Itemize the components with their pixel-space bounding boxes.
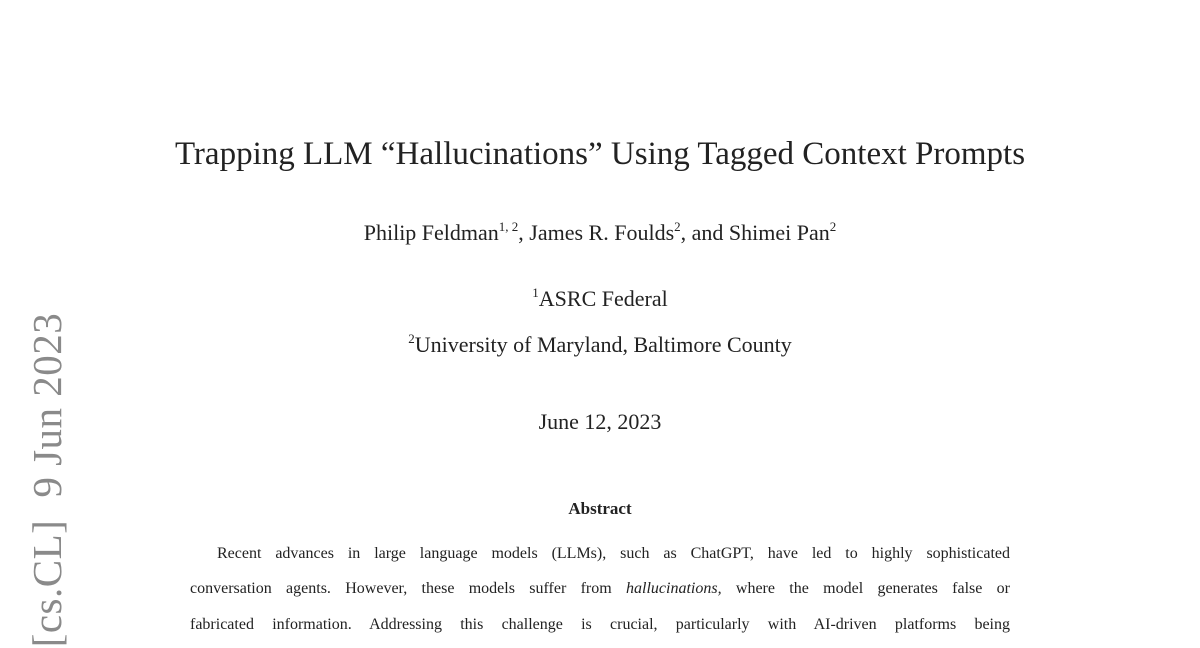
author-affiliation-marker: 1, 2 (498, 219, 519, 234)
author-name: Philip Feldman (363, 220, 499, 245)
author-separator: , (518, 220, 530, 245)
abstract-emphasis: hallucinations, (626, 580, 722, 597)
affiliation-number: 2 (408, 331, 415, 346)
abstract-line (190, 580, 1010, 598)
affiliation (0, 332, 1200, 358)
author-name: Shimei Pan (728, 220, 830, 245)
affiliation (0, 286, 1200, 312)
affiliation-number: 1 (532, 285, 539, 300)
author-list (0, 220, 1200, 246)
abstract-line: fabricated information. Addressing this challenge is crucial, particularly with AI-driven platforms being (190, 616, 1010, 633)
author-separator: , and (680, 220, 729, 245)
abstract-line: Recent advances in large language models (LLMs), such as ChatGPT, have led to highly sophisticated (217, 545, 1010, 562)
author-name: James R. Foulds (529, 220, 675, 245)
abstract-text: conversation agents. However, these models suffer from (190, 580, 627, 597)
paper-date: June 12, 2023 (538, 409, 662, 434)
abstract-heading: Abstract (568, 499, 632, 518)
abstract-text: where the model generates false or (721, 580, 1011, 597)
author-affiliation-marker: 2 (829, 219, 837, 234)
paper-title: Trapping LLM “Hallucinations” Using Tagged Context Prompts (174, 136, 1026, 172)
author-affiliation-marker: 2 (674, 219, 681, 234)
arxiv-submission-date: 9 Jun 2023 (24, 312, 70, 498)
affiliation-name: ASRC Federal (538, 286, 668, 311)
arxiv-side-stamp (23, 313, 71, 648)
arxiv-category: [cs.CL] (24, 519, 70, 648)
affiliation-name: University of Maryland, Baltimore County (414, 332, 792, 357)
